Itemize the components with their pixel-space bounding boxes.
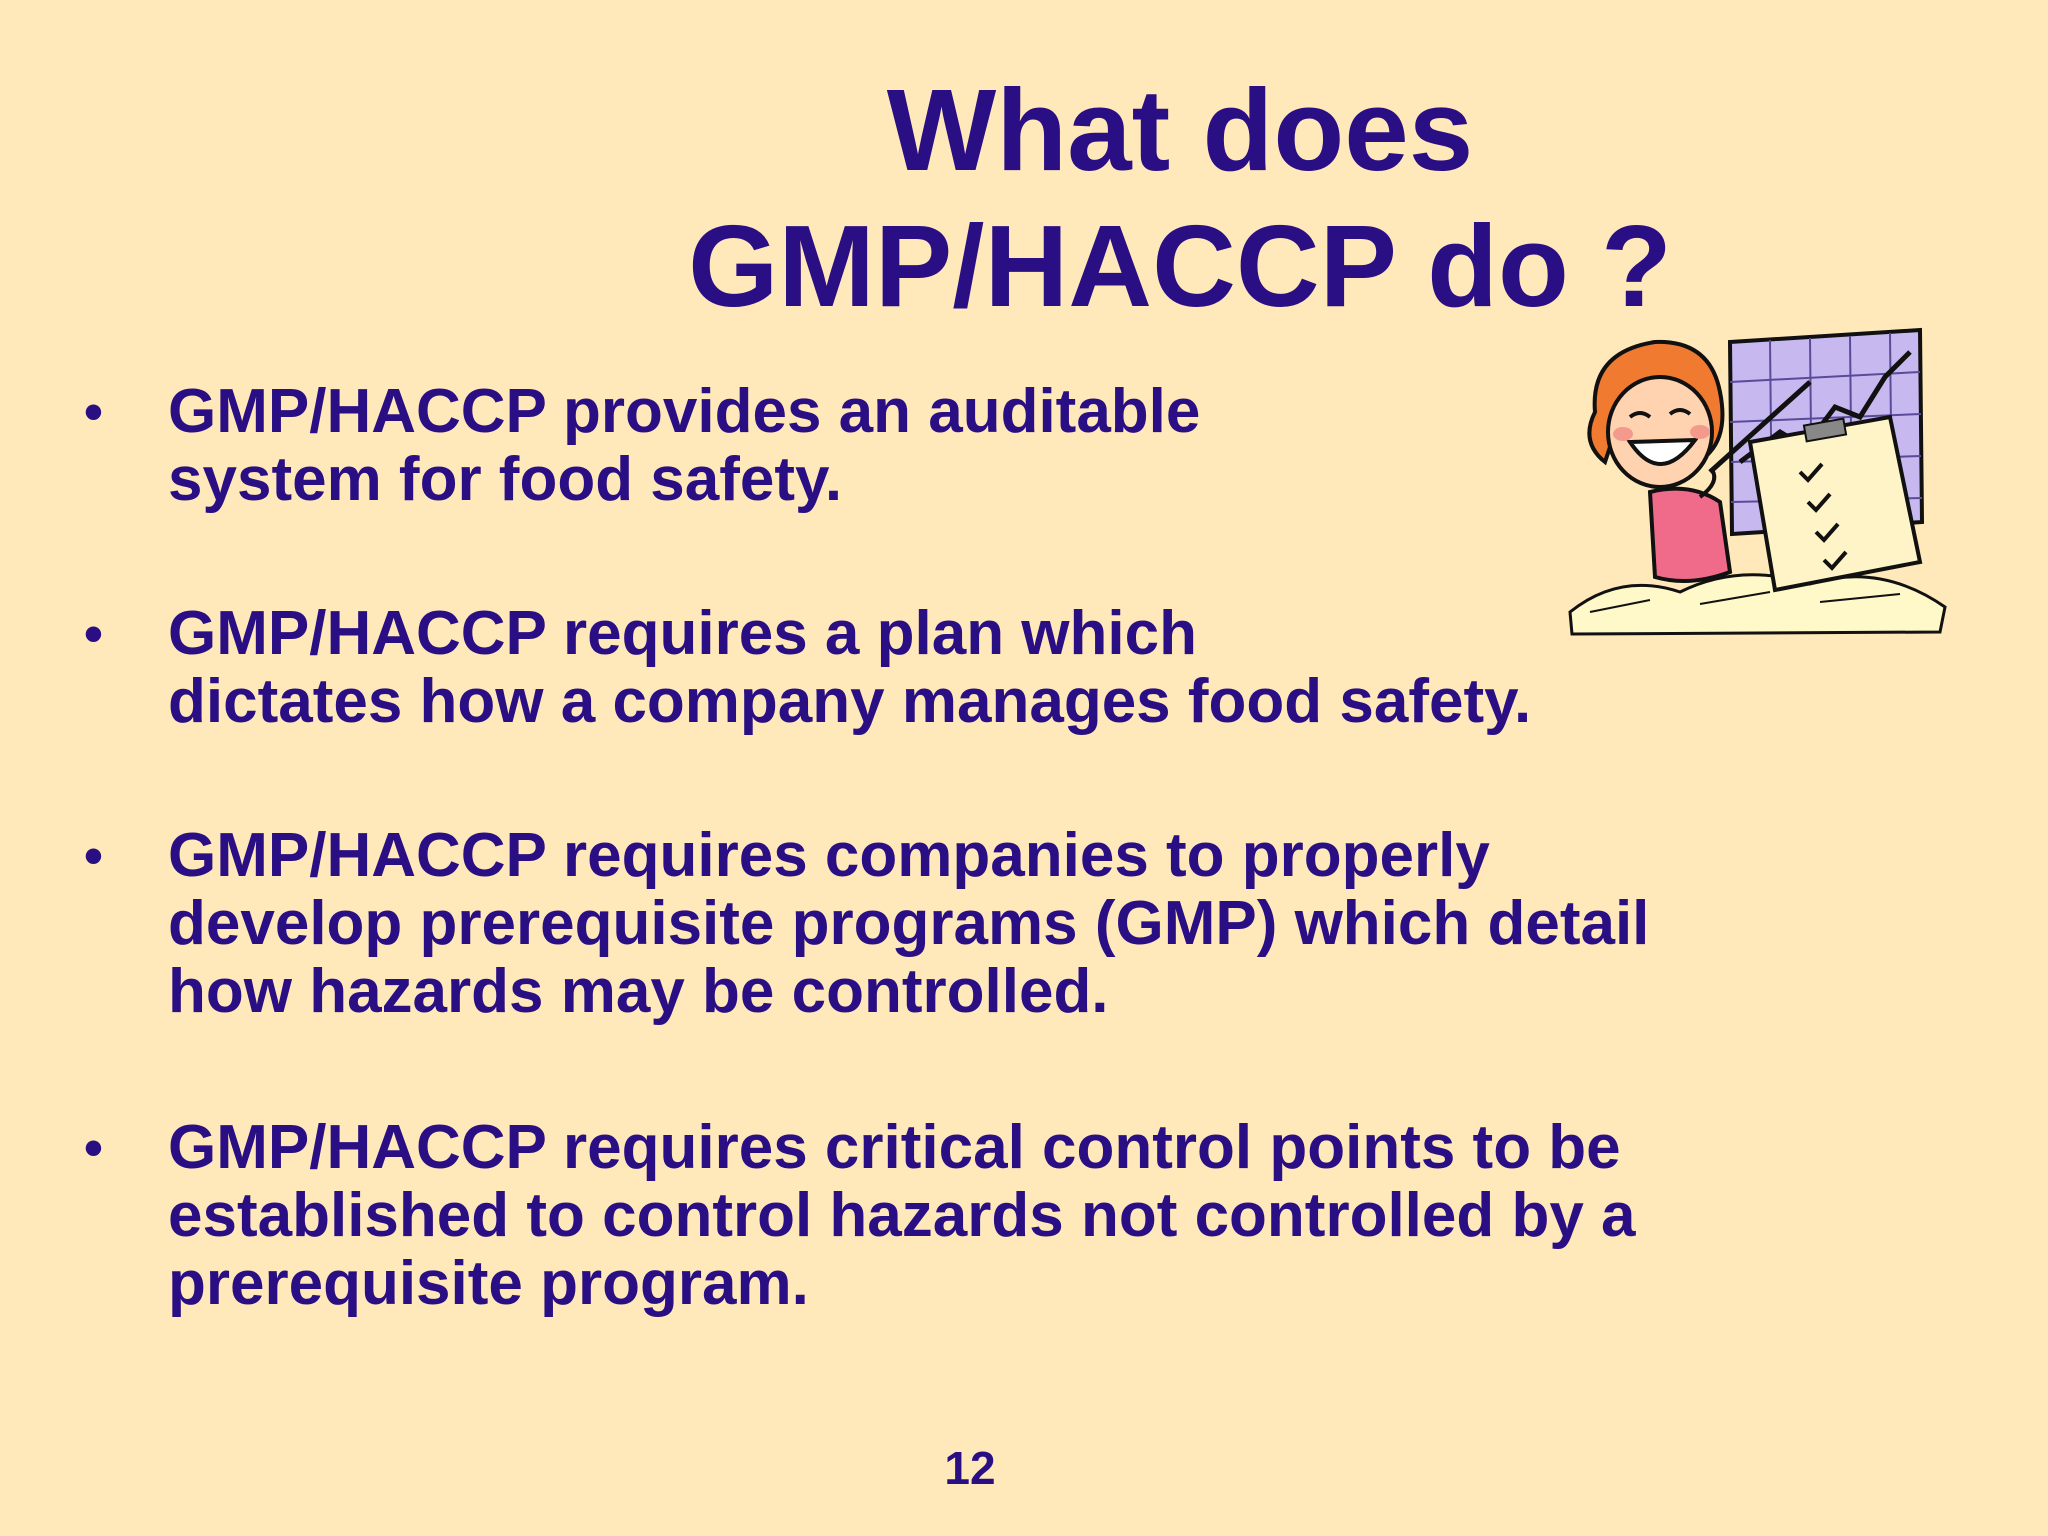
bullet-marker: • bbox=[84, 1118, 103, 1178]
woman-figure-icon bbox=[1589, 342, 1730, 581]
bullet-line: GMP/HACCP requires a plan which bbox=[168, 599, 1197, 668]
bullet-line: prerequisite program. bbox=[168, 1249, 809, 1318]
bullet-text bbox=[168, 822, 1649, 1026]
bullet-text bbox=[168, 378, 1200, 514]
clipboard-icon bbox=[1750, 417, 1920, 590]
bullet-marker: • bbox=[84, 382, 103, 442]
bullet-marker: • bbox=[84, 604, 103, 664]
paper-pile-icon bbox=[1570, 575, 1945, 634]
title-line-2: GMP/HACCP do ? bbox=[688, 201, 1672, 331]
bullet-line: develop prerequisite programs (GMP) which detail bbox=[168, 889, 1650, 958]
bullet-line: how hazards may be controlled. bbox=[168, 957, 1109, 1026]
slide-title bbox=[560, 62, 1800, 334]
bullet-text bbox=[168, 600, 1531, 736]
bullet-line: system for food safety. bbox=[168, 445, 843, 514]
bullet-line: dictates how a company manages food safety. bbox=[168, 667, 1532, 736]
bullet-marker: • bbox=[84, 826, 103, 886]
woman-presenting-chart-clipart bbox=[1560, 322, 1950, 642]
bullet-line: GMP/HACCP provides an auditable bbox=[168, 377, 1201, 446]
bullet-text bbox=[168, 1114, 1636, 1318]
bullet-line: GMP/HACCP requires companies to properly bbox=[168, 821, 1490, 890]
bullet-line: GMP/HACCP requires critical control points to be bbox=[168, 1113, 1621, 1182]
page-number: 12 bbox=[944, 1442, 996, 1494]
bullet-line: established to control hazards not controlled by a bbox=[168, 1181, 1636, 1250]
title-line-1: What does bbox=[886, 65, 1474, 195]
